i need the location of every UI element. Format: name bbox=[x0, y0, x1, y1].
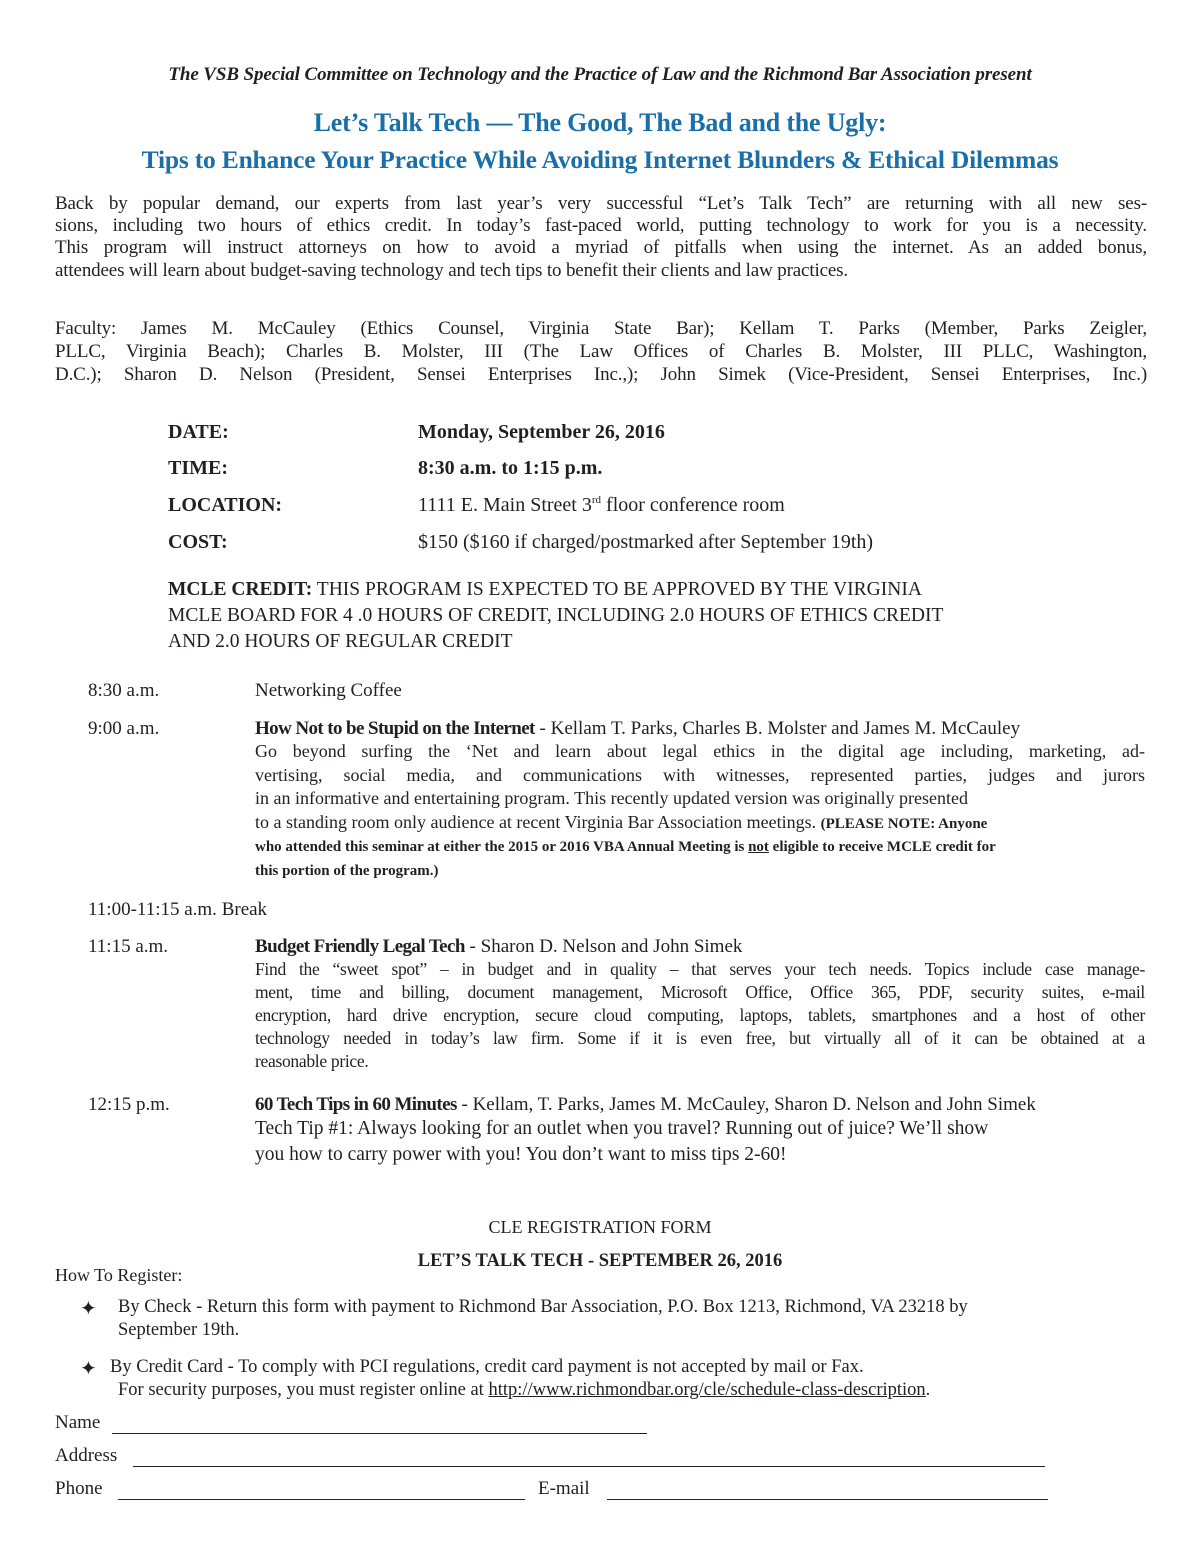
description-paragraph bbox=[55, 193, 1147, 282]
schedule-note-b-text: who attended this seminar at either the 2015 or 2016 VBA Annual Meeting is bbox=[255, 839, 749, 855]
faculty-line: PLLC, Virginia Beach); Charles B. Molster, III (The Law Offices of Charles B. Molster, III PLLC, Washington, bbox=[55, 340, 1147, 362]
schedule-desc-line: reasonable price. bbox=[255, 1051, 369, 1071]
schedule-item-1 bbox=[255, 680, 402, 702]
schedule-head-2 bbox=[255, 718, 1145, 740]
description-line: This program will instruct attorneys on how to avoid a myriad of pitfalls when using the internet. As an added bonus, bbox=[55, 237, 1147, 259]
schedule-time-3 bbox=[88, 899, 267, 921]
schedule-note-a: (PLEASE NOTE: Anyone bbox=[820, 815, 988, 832]
bullet-star-icon: ✦ bbox=[80, 1358, 97, 1380]
schedule-speakers-5: - Kellam, T. Parks, James M. McCauley, Sharon D. Nelson and John Simek bbox=[456, 1094, 1036, 1115]
bullet-star-icon: ✦ bbox=[80, 1298, 97, 1320]
schedule-desc-line: vertising, social media, and communications with witnesses, represented parties, judges and jurors bbox=[255, 764, 1145, 785]
schedule-note-b bbox=[255, 836, 1145, 860]
registration-title: CLE REGISTRATION FORM bbox=[488, 1217, 712, 1237]
location-value bbox=[418, 494, 785, 517]
schedule-title-2: How Not to be Stupid on the Internet bbox=[255, 718, 535, 739]
mcle-line-1: THIS PROGRAM IS EXPECTED TO BE APPROVED BY THE VIRGINIA bbox=[312, 579, 922, 600]
schedule-time-4: 11:15 a.m. bbox=[88, 936, 169, 957]
description-line: sions, including two hours of ethics credit. In today’s fast-paced world, putting technology to work for you is a necessity. bbox=[55, 215, 1147, 237]
schedule-desc-line-last bbox=[255, 811, 1145, 837]
faculty-paragraph bbox=[55, 318, 1147, 386]
date-value: Monday, September 26, 2016 bbox=[418, 421, 665, 443]
location-text: 1111 E. Main Street 3 bbox=[418, 494, 592, 516]
schedule-desc-text: to a standing room only audience at recent Virginia Bar Association meetings. bbox=[255, 811, 821, 832]
time-label: TIME: bbox=[168, 457, 228, 479]
mcle-line-3: AND 2.0 HOURS OF REGULAR CREDIT bbox=[168, 631, 513, 652]
mcle-credit bbox=[168, 577, 1138, 655]
schedule-desc-line: Find the “sweet spot” – in budget and in quality – that serves your tech needs. Topics include case manage- bbox=[255, 959, 1145, 979]
schedule-title-5: 60 Tech Tips in 60 Minutes bbox=[255, 1094, 457, 1115]
schedule-desc-line: you how to carry power with you! You don’t want to miss tips 2-60! bbox=[255, 1144, 787, 1165]
register-by-check bbox=[118, 1296, 1148, 1342]
schedule-desc-line: in an informative and entertaining program. This recently updated version was originally presented bbox=[255, 788, 968, 808]
schedule-desc-4 bbox=[255, 958, 1145, 1073]
how-to-register: How To Register: bbox=[55, 1265, 183, 1285]
schedule-speakers-2: - Kellam T. Parks, Charles B. Molster and James M. McCauley bbox=[534, 718, 1021, 739]
email-field[interactable] bbox=[607, 1499, 1048, 1500]
name-label: Name bbox=[55, 1412, 101, 1433]
registration-link[interactable]: http://www.richmondbar.org/cle/schedule-class-description bbox=[488, 1380, 926, 1400]
cost-value: $150 ($160 if charged/postmarked after September 19th) bbox=[418, 531, 874, 553]
schedule-time-2: 9:00 a.m. bbox=[88, 718, 160, 739]
phone-field[interactable] bbox=[118, 1499, 525, 1500]
register-by-card bbox=[110, 1356, 1140, 1402]
card-line-2-text: For security purposes, you must register online at bbox=[118, 1380, 489, 1400]
schedule-time-1: 8:30 a.m. bbox=[88, 680, 160, 701]
schedule-note-b-rest: eligible to receive MCLE credit for bbox=[768, 839, 996, 855]
schedule-head-4 bbox=[255, 936, 1145, 958]
mcle-line-2: MCLE BOARD FOR 4 .0 HOURS OF CREDIT, INCLUDING 2.0 HOURS OF ETHICS CREDIT bbox=[168, 605, 944, 626]
check-line-1: By Check - Return this form with payment to Richmond Bar Association, P.O. Box 1213, Richmond, VA 23218 by bbox=[118, 1297, 968, 1317]
location-text-rest: floor conference room bbox=[601, 494, 785, 516]
card-line-1: By Credit Card - To comply with PCI regulations, credit card payment is not accepted by mail or Fax. bbox=[110, 1357, 864, 1377]
schedule-time-3-text: 11:00-11:15 a.m. bbox=[88, 899, 217, 920]
time-value: 8:30 a.m. to 1:15 p.m. bbox=[418, 457, 603, 479]
schedule-item-5 bbox=[255, 1094, 1145, 1168]
description-line: Back by popular demand, our experts from last year’s very successful “Let’s Talk Tech” are returning with all new ses- bbox=[55, 193, 1147, 214]
intro-line: The VSB Special Committee on Technology and the Practice of Law and the Richmond Bar Association present bbox=[168, 64, 1032, 85]
location-label: LOCATION: bbox=[168, 494, 283, 516]
schedule-item-2 bbox=[255, 718, 1145, 883]
cost-label: COST: bbox=[168, 531, 228, 553]
schedule-note-b-emphasis: not bbox=[748, 839, 769, 855]
schedule-title-4: Budget Friendly Legal Tech bbox=[255, 936, 465, 957]
schedule-item-4 bbox=[255, 936, 1145, 1073]
title-line-1: Let’s Talk Tech — The Good, The Bad and the Ugly: bbox=[313, 108, 887, 137]
email-label: E-mail bbox=[538, 1478, 590, 1499]
schedule-desc-line: Tech Tip #1: Always looking for an outlet when you travel? Running out of juice? We’ll show bbox=[255, 1118, 989, 1139]
schedule-desc-line: Go beyond surfing the ‘Net and learn about legal ethics in the digital age including, marketing, ad- bbox=[255, 741, 1145, 761]
faculty-line: Faculty: James M. McCauley (Ethics Counsel, Virginia State Bar); Kellam T. Parks (Member, Parks Zeigler, bbox=[55, 318, 1147, 339]
schedule-title-1: Networking Coffee bbox=[255, 680, 402, 701]
schedule-title-3: Break bbox=[221, 899, 268, 920]
registration-subtitle: LET’S TALK TECH - SEPTEMBER 26, 2016 bbox=[417, 1251, 783, 1271]
faculty-line: D.C.); Sharon D. Nelson (President, Sensei Enterprises Inc.,); John Simek (Vice-President, Sensei Enterprises, Inc.) bbox=[55, 363, 1147, 385]
address-label: Address bbox=[55, 1445, 118, 1466]
card-line-2-end: . bbox=[925, 1380, 931, 1400]
schedule-note-c: this portion of the program.) bbox=[255, 862, 439, 879]
schedule-time-5: 12:15 p.m. bbox=[88, 1094, 170, 1115]
card-line-2 bbox=[110, 1379, 1140, 1402]
name-field[interactable] bbox=[112, 1433, 647, 1434]
address-field[interactable] bbox=[133, 1466, 1045, 1467]
phone-label: Phone bbox=[55, 1478, 103, 1499]
schedule-head-5 bbox=[255, 1094, 1145, 1116]
schedule-speakers-4: - Sharon D. Nelson and John Simek bbox=[464, 936, 743, 957]
location-ordinal: rd bbox=[591, 494, 602, 506]
description-line: attendees will learn about budget-saving technology and tech tips to benefit their clients and law practices. bbox=[55, 259, 848, 281]
check-line-2: September 19th. bbox=[118, 1320, 240, 1340]
mcle-label: MCLE CREDIT: bbox=[168, 579, 313, 600]
schedule-desc-line: ment, time and billing, document management, Microsoft Office, Office 365, PDF, security suites, e-mail bbox=[255, 982, 1145, 1002]
date-label: DATE: bbox=[168, 421, 229, 443]
schedule-desc-2 bbox=[255, 740, 1145, 883]
schedule-desc-line: technology needed in today’s law firm. Some if it is even free, but virtually all of it can be obtained at a bbox=[255, 1028, 1145, 1048]
schedule-desc-line: encryption, hard drive encryption, secure cloud computing, laptops, tablets, smartphones and a host of other bbox=[255, 1005, 1145, 1025]
schedule-desc-5 bbox=[255, 1116, 1145, 1168]
title-line-2: Tips to Enhance Your Practice While Avoiding Internet Blunders & Ethical Dilemmas bbox=[141, 145, 1059, 174]
